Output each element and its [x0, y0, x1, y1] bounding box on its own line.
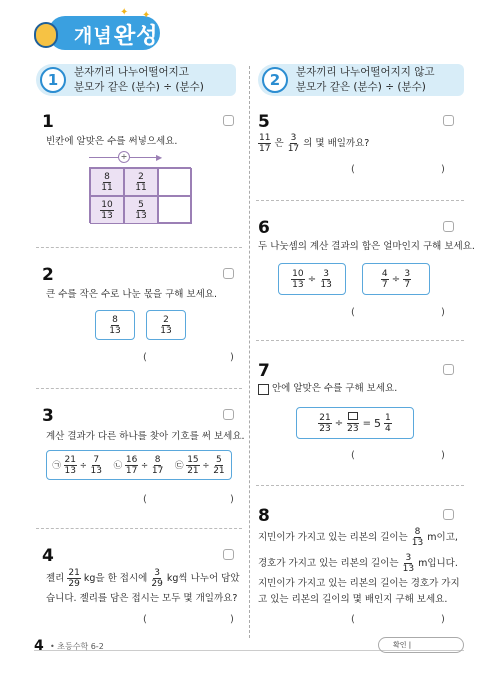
check-box[interactable]	[443, 115, 454, 126]
answer-cell[interactable]	[158, 196, 192, 224]
choice-b[interactable]: ㉡ $\frac{16}{17}$ ÷ $\frac{8}{17}$	[113, 454, 164, 476]
answer-close-paren: )	[441, 164, 445, 175]
check-box[interactable]	[443, 221, 454, 232]
answer-open-paren: (	[143, 614, 147, 625]
answer-blank[interactable]	[358, 164, 438, 177]
problem-divider	[256, 485, 464, 486]
answer-open-paren: (	[351, 307, 355, 318]
section-header-1	[36, 64, 236, 96]
table-cell: $\frac{5}{13}$	[124, 196, 158, 224]
answer-open-paren: (	[351, 164, 355, 175]
section-header-2	[258, 64, 464, 96]
page-number: 4	[34, 638, 44, 654]
problem-text: 안에 알맞은 수를 구해 보세요.	[272, 383, 398, 394]
section-title: 분자끼리 나누어떨어지고 분모가 같은 (분수) ÷ (분수)	[74, 66, 204, 93]
problem-divider	[256, 200, 464, 201]
logo	[34, 8, 164, 52]
answer-box[interactable]	[348, 412, 358, 420]
answer-close-paren: )	[230, 494, 234, 505]
problem-divider	[36, 528, 242, 529]
answer-blank[interactable]	[358, 614, 438, 627]
check-box[interactable]	[223, 549, 234, 560]
arrow-head-icon: ▶	[156, 153, 163, 162]
check-box[interactable]	[223, 268, 234, 279]
check-box[interactable]	[443, 509, 454, 520]
check-box[interactable]	[443, 364, 454, 375]
table-cell: $\frac{10}{13}$	[90, 196, 124, 224]
problem-divider	[256, 340, 464, 341]
problem-text: 젤리 $\frac{21}{29}$ kg을 한 접시에 $\frac{3}{29}$ kg씩 나누어 담았	[46, 568, 240, 589]
division-operator: ÷	[118, 151, 130, 163]
answer-cell[interactable]	[158, 168, 192, 196]
choice-c[interactable]: ㉢ $\frac{15}{21}$ ÷ $\frac{5}{21}$	[174, 454, 225, 476]
problem-text: 지민이가 가지고 있는 리본의 길이는 경호가 가지	[258, 578, 460, 589]
book-label: • 초등수학 6-2	[50, 642, 104, 651]
problem-number: 2	[42, 265, 54, 285]
answer-open-paren: (	[351, 614, 355, 625]
confirm-box[interactable]: 확인 |	[378, 637, 464, 653]
table-cell: $\frac{2}{11}$	[124, 168, 158, 196]
answer-open-paren: (	[143, 352, 147, 363]
answer-close-paren: )	[230, 614, 234, 625]
blank-box-icon	[258, 384, 269, 395]
problem-divider	[36, 247, 242, 248]
problem-number: 1	[42, 112, 54, 132]
problem-text: 고 있는 리본의 길이의 몇 배인지 구해 보세요.	[258, 594, 448, 605]
answer-blank[interactable]	[358, 307, 438, 320]
star-icon: ✦	[142, 10, 151, 21]
problem-number: 8	[258, 506, 270, 526]
answer-blank[interactable]	[358, 450, 438, 463]
fraction-card: $\frac{2}{13}$	[146, 310, 186, 340]
table-cell: $\frac{8}{11}$	[90, 168, 124, 196]
section-number: 1	[40, 67, 66, 93]
expression-card: $\frac{4}{7}$ ÷ $\frac{3}{7}$	[362, 263, 430, 295]
problem-text: 경호가 가지고 있는 리본의 길이는 $\frac{3}{13}$ m입니다.	[258, 553, 458, 574]
problem-text: 빈칸에 알맞은 수를 써넣으세요.	[46, 136, 178, 147]
problem-text: 계산 결과가 다른 하나를 찾아 기호를 써 보세요.	[46, 431, 245, 442]
problem-text: 두 나눗셈의 계산 결과의 합은 얼마인지 구해 보세요.	[258, 241, 475, 252]
answer-close-paren: )	[230, 352, 234, 363]
check-box[interactable]	[223, 409, 234, 420]
answer-blank[interactable]	[150, 352, 230, 365]
logo-text-accent: 완성	[114, 24, 159, 49]
column-divider	[249, 66, 250, 638]
problem-text: 큰 수를 작은 수로 나눈 몫을 구해 보세요.	[46, 289, 217, 300]
answer-close-paren: )	[441, 307, 445, 318]
problem-text: $\frac{11}{17}$ 은 $\frac{3}{17}$ 의 몇 배일까요?	[259, 133, 370, 154]
problem-text: 습니다. 젤리를 담은 접시는 모두 몇 개일까요?	[46, 593, 238, 604]
section-number: 2	[262, 67, 288, 93]
star-icon: ✦	[120, 7, 129, 18]
problem-number: 3	[42, 406, 54, 426]
problem-number: 4	[42, 546, 54, 566]
answer-blank[interactable]	[150, 494, 230, 507]
problem-number: 7	[258, 361, 270, 381]
division-table	[89, 167, 191, 223]
section-title: 분자끼리 나누어떨어지지 않고 분모가 같은 (분수) ÷ (분수)	[296, 66, 435, 93]
choices-box	[46, 450, 232, 480]
fraction-card: $\frac{8}{13}$	[95, 310, 135, 340]
answer-open-paren: (	[143, 494, 147, 505]
problem-text: 지민이가 가지고 있는 리본의 길이는 $\frac{8}{13}$ m이고,	[258, 527, 458, 548]
check-box[interactable]	[223, 115, 234, 126]
answer-close-paren: )	[441, 450, 445, 461]
equation-box: $\frac{21}{23}$ ÷ 23 = 5 $\frac{1}{4}$	[296, 407, 414, 439]
choice-a[interactable]: ㉠ $\frac{21}{13}$ ÷ $\frac{7}{13}$	[52, 454, 102, 476]
problem-number: 5	[258, 112, 270, 132]
problem-divider	[36, 388, 242, 389]
answer-open-paren: (	[351, 450, 355, 461]
problem-number: 6	[258, 218, 270, 238]
expression-card: $\frac{10}{13}$ ÷ $\frac{3}{13}$	[278, 263, 346, 295]
answer-blank[interactable]	[150, 614, 230, 627]
logo-text: 개념	[74, 25, 113, 47]
answer-close-paren: )	[441, 614, 445, 625]
mascot-icon	[34, 22, 58, 48]
